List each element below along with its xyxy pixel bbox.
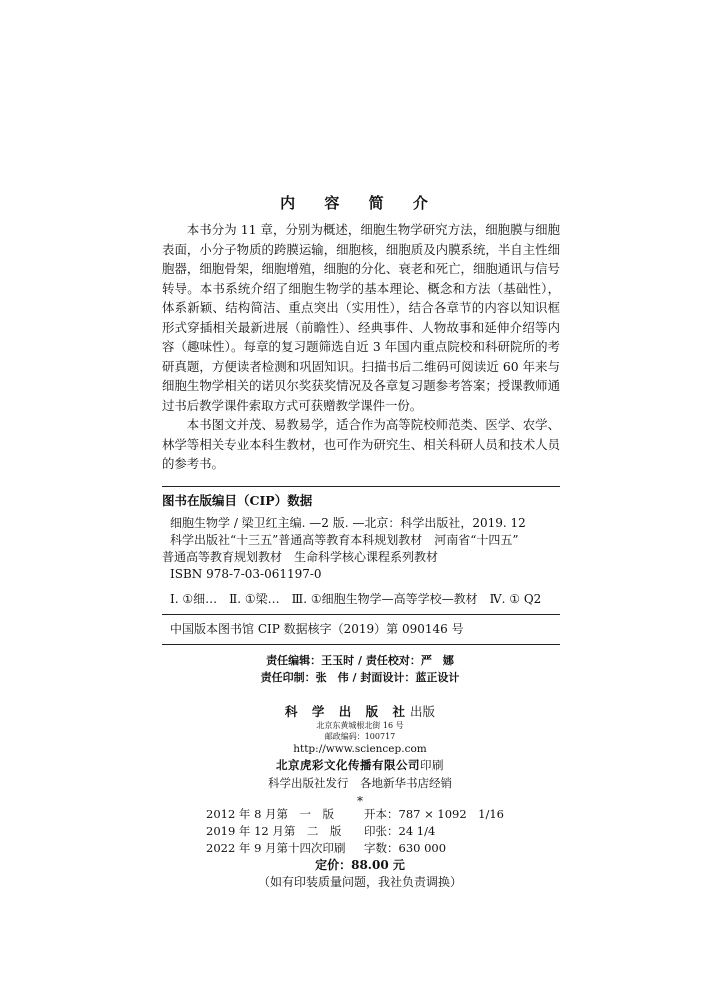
printer-line <box>0 756 720 774</box>
cip-heading: 图书在版编目（CIP）数据 <box>162 493 313 508</box>
price-info <box>0 857 720 891</box>
cip-classification: Ⅰ. ①细… Ⅱ. ①梁… Ⅲ. ①细胞生物学—高等学校—教材 Ⅳ. ① Q2 <box>170 592 542 606</box>
edition-row <box>0 840 720 857</box>
publisher-postcode: 邮政编码：100717 <box>324 732 396 741</box>
edition-date: 2022 年 9 月第十四次印刷 <box>206 841 346 855</box>
summary-paragraph-1: 本书分为 11 章，分别为概述，细胞生物学研究方法，细胞膜与细胞表面，小分子物质的跨膜运输，细胞核，细胞质及内膜系统，半自主性细胞器，细胞骨架，细胞增殖，细胞的分化、衰老和死亡，细胞通讯与信号转导。本书系统介绍了细胞生物学的基本理论、概念和方法（基础性），体系新颖、结构简洁、重点突出（实用性），结合各章节的内容以知识框形式穿插相关最新进展（前瞻性）、经典事件、人物故事和延伸介绍等内容（趣味性）。每章的复习题筛选自近 3 年国内重点院校和科研院所的考研真题，方便读者检测和巩固知识。扫描书后二维码可阅读近 60 年来与细胞生物学相关的诺贝尔奖获奖情况及各章复习题参考答案；授课教师通过书后教学课件索取方式可获赠教学课件一份。 <box>162 222 560 413</box>
cip-data-box <box>162 486 560 645</box>
staff-line-print: 责任印制：张 伟 / 封面设计：蓝正设计 <box>260 671 460 684</box>
edition-row <box>0 806 720 823</box>
edition-spec: 开本：787 × 1092 1/16 <box>364 807 504 821</box>
edition-date: 2012 年 8 月第 一 版 <box>206 807 335 821</box>
cip-verification-number: 中国版本图书馆 CIP 数据核字（2019）第 090146 号 <box>170 622 464 636</box>
separator-star: * <box>357 794 363 808</box>
content-summary <box>162 220 560 474</box>
publisher-info <box>0 702 720 808</box>
publisher-name-line <box>0 702 720 720</box>
cip-divider <box>162 614 560 615</box>
price-label: 定价：88.00 元 <box>315 858 405 872</box>
edition-spec: 印张：24 1/4 <box>364 824 436 838</box>
printer-suffix: 印刷 <box>420 758 444 772</box>
cip-series-line: 科学出版社“十三五”普通高等教育本科规划教材 河南省“十四五” <box>170 533 519 547</box>
page-title: 内 容 简 介 <box>280 194 440 212</box>
printer-name: 北京虎彩文化传播有限公司 <box>276 758 420 772</box>
edition-spec: 字数：630 000 <box>364 841 447 855</box>
edition-date: 2019 年 12 月第 二 版 <box>206 824 342 838</box>
quality-note: （如有印装质量问题，我社负责调换） <box>257 875 462 889</box>
publisher-name-suffix: 出版 <box>409 704 435 719</box>
cip-bibliographic-line: 细胞生物学 / 梁卫红主编. —2 版. —北京：科学出版社，2019. 12 <box>170 516 526 530</box>
responsible-staff <box>0 652 720 686</box>
publisher-address: 北京东黄城根北街 16 号 <box>316 721 404 730</box>
staff-line-editor: 责任编辑：王玉时 / 责任校对：严 娜 <box>266 654 454 667</box>
cip-series-line-cont: 普通高等教育规划教材 生命科学核心课程系列教材 <box>162 550 439 564</box>
edition-row <box>0 823 720 840</box>
edition-info <box>0 806 720 857</box>
cip-isbn: ISBN 978-7-03-061197-0 <box>170 567 322 581</box>
publisher-url: http://www.sciencep.com <box>293 743 427 755</box>
publisher-name: 科 学 出 版 社 <box>285 704 410 719</box>
distribution-line: 科学出版社发行 各地新华书店经销 <box>268 776 452 790</box>
summary-paragraph-2: 本书图文并茂、易教易学，适合作为高等院校师范类、医学、农学、林学等相关专业本科生教材，也可作为研究生、相关科研人员和技术人员的参考书。 <box>162 417 560 471</box>
